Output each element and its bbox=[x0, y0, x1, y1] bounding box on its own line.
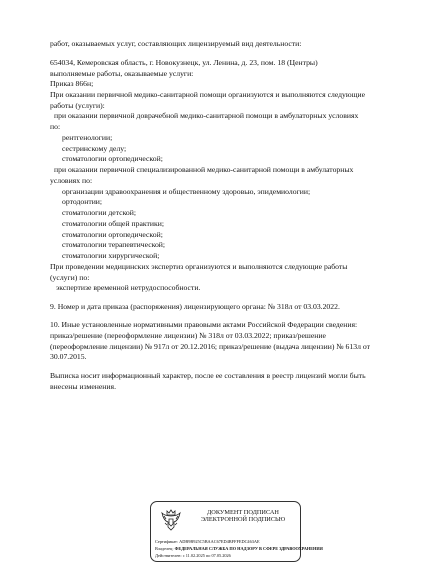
certificate-number: Сертификат: ADB9B925C5BAAC67ED4BFFFEDC463AE bbox=[155, 539, 260, 544]
doc-line: 30.07.2015. bbox=[50, 352, 87, 361]
stamp-subtitle: ЭЛЕКТРОННОЙ ПОДПИСЬЮ bbox=[200, 516, 286, 523]
doc-line: внесены изменения. bbox=[50, 382, 116, 391]
doc-line: приказ/решение (переоформление лицензии) № 318л от 03.03.2022; приказ/решение bbox=[50, 331, 326, 340]
doc-line: При оказании первичной медико-санитарной помощи организуются и выполняются следующие bbox=[50, 90, 366, 99]
certificate-validity: Действителен: с 11.02.2025 по 07.05.2026 bbox=[155, 553, 231, 558]
doc-line: условиях по: bbox=[50, 176, 93, 185]
coat-of-arms-icon bbox=[160, 507, 182, 533]
doc-line: Приказ 866н; bbox=[50, 79, 94, 88]
doc-line: при оказании первичной специализированной медико-санитарной помощи в амбулаторных bbox=[54, 165, 354, 174]
doc-line: сестринскому делу; bbox=[62, 144, 127, 153]
stamp-title: ДОКУМЕНТ ПОДПИСАН bbox=[207, 509, 279, 516]
doc-line: организации здравоохранения и общественному здоровью, эпидемиологии; bbox=[62, 187, 311, 196]
doc-line: выполняемые работы, оказываемые услуги: bbox=[50, 69, 194, 78]
doc-line: стоматологии ортопедической; bbox=[62, 230, 163, 239]
doc-line: стоматологии детской; bbox=[62, 208, 137, 217]
doc-line: стоматологии хирургической; bbox=[62, 251, 160, 260]
doc-line: Выписка носит информационный характер, после ее составления в реестр лицензий могли быть bbox=[50, 371, 366, 380]
doc-line: 654034, Кемеровская область, г. Новокузнецк, ул. Ленина, д. 23, пом. 18 (Центры) bbox=[50, 58, 318, 67]
doc-line: стоматологии ортопедической; bbox=[62, 154, 163, 163]
doc-line: работ, оказываемых услуг, составляющих лицензируемый вид деятельности: bbox=[50, 39, 302, 48]
doc-line: при оказании первичной доврачебной медико-санитарной помощи в амбулаторных условиях bbox=[54, 111, 359, 120]
doc-line: (переоформление лицензии) № 917л от 20.12.2016; приказ/решение (выдача лицензии) № 613л от bbox=[50, 342, 370, 351]
doc-line: рентгенологии; bbox=[62, 133, 113, 142]
owner-name: ФЕДЕРАЛЬНАЯ СЛУЖБА ПО НАДЗОРУ В СФЕРЕ ЗДРАВООХРАНЕНИЯ bbox=[174, 546, 323, 551]
doc-line: стоматологии общей практики; bbox=[62, 219, 164, 228]
doc-line: 10. Иные установленные нормативными правовыми актами Российской Федерации сведения: bbox=[50, 320, 358, 329]
doc-line: стоматологии терапевтической; bbox=[62, 240, 166, 249]
doc-line: экспертизе временной нетрудоспособности. bbox=[56, 283, 201, 292]
doc-line: При проведении медицинских экспертиз организуются и выполняются следующие работы bbox=[50, 262, 348, 271]
doc-line: 9. Номер и дата приказа (распоряжения) лицензирующего органа: № 318л от 03.03.2022. bbox=[50, 302, 340, 311]
doc-line: работы (услуги): bbox=[50, 101, 105, 110]
doc-line: по: bbox=[50, 122, 61, 131]
owner-label: Владелец: bbox=[155, 546, 175, 551]
doc-line: ортодонтии; bbox=[62, 197, 103, 206]
certificate-owner bbox=[155, 546, 323, 551]
electronic-signature-stamp bbox=[150, 501, 323, 562]
doc-line: (услуги) по: bbox=[50, 273, 90, 282]
